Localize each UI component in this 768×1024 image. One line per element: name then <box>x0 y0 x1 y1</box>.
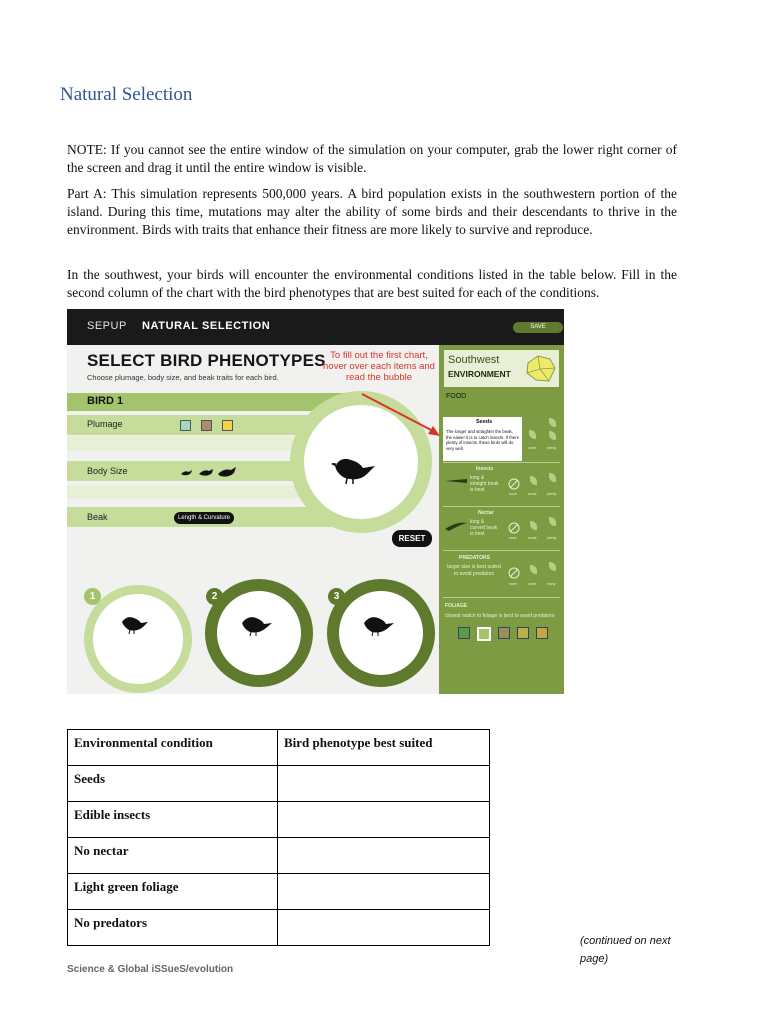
reset-button[interactable]: RESET <box>392 530 432 547</box>
table-cell-condition: Light green foliage <box>68 874 278 910</box>
bird-slot-1-badge: 1 <box>84 588 101 605</box>
predators-text: larger size is best suited to avoid predators <box>447 564 501 577</box>
sim-app-title: NATURAL SELECTION <box>142 320 271 332</box>
table-cell-condition: No nectar <box>68 838 278 874</box>
table-row <box>68 802 490 838</box>
sim-subheading: Choose plumage, body size, and beak traits for each bird. <box>87 373 279 382</box>
predators-level-some: some <box>528 582 537 586</box>
callout-arrow-icon <box>67 309 564 694</box>
insects-level-some: some <box>528 492 537 496</box>
callout-text: To fill out the first chart, hover over each items and read the bubble <box>323 350 435 383</box>
table-header-phenotype: Bird phenotype best suited <box>278 730 490 766</box>
insects-level-none: none <box>509 492 517 496</box>
bird-label: BIRD 1 <box>87 395 124 407</box>
predators-level-many: many <box>547 582 556 586</box>
table-row <box>68 766 490 802</box>
table-cell-phenotype[interactable] <box>278 838 490 874</box>
nectar-level-plenty: plenty <box>547 536 557 540</box>
table-row <box>68 874 490 910</box>
nectar-level-some: some <box>528 536 537 540</box>
page-title: Natural Selection <box>60 84 193 105</box>
save-button[interactable]: SAVE <box>513 322 563 333</box>
insects-level-plenty: plenty <box>547 492 557 496</box>
bird-slot-2-badge: 2 <box>206 588 223 605</box>
foliage-title: FOLIAGE <box>445 603 468 609</box>
nectar-level-none: none <box>509 536 517 540</box>
table-cell-phenotype[interactable] <box>278 802 490 838</box>
table-cell-condition: No predators <box>68 910 278 946</box>
beak-label: Beak <box>87 512 108 522</box>
nectar-text: long & curved beak is best <box>470 519 498 537</box>
seeds-level-plenty: plenty <box>547 446 557 450</box>
note-paragraph: NOTE: If you cannot see the entire window of the simulation on your computer, grab the lower right corner of the screen and drag it until the entire window is visible. <box>67 142 677 175</box>
part-a-paragraph: Part A: This simulation represents 500,000 years. A bird population exists in the southwestern portion of the island. During this time, mutations may alter the ability of some birds and their descendants to thrive in the environment. Birds with traits that enhance their fitness are more likely to survive and reproduce. <box>67 186 677 237</box>
table-cell-phenotype[interactable] <box>278 874 490 910</box>
table-cell-phenotype[interactable] <box>278 910 490 946</box>
seeds-level-some: some <box>528 446 537 450</box>
body-size-label: Body Size <box>87 466 128 476</box>
simulation-screenshot <box>67 309 564 694</box>
predators-level-none: none <box>509 582 517 586</box>
foliage-text: closest match to foliage is best to avoid predators <box>445 613 555 619</box>
table-cell-phenotype[interactable] <box>278 766 490 802</box>
insects-text: long & straight beak is best <box>470 475 499 493</box>
food-label: FOOD <box>446 393 467 400</box>
table-cell-condition: Edible insects <box>68 802 278 838</box>
conditions-table <box>67 729 490 946</box>
seeds-title: Seeds <box>476 419 493 425</box>
predators-title: PREDATORS <box>459 555 490 561</box>
sim-heading: SELECT BIRD PHENOTYPES <box>87 351 326 370</box>
plumage-label: Plumage <box>87 419 123 429</box>
seeds-text: The longer and straighter the beak, the easier it is to catch insects. If there plenty of insects, these birds will do very well. <box>446 429 520 451</box>
continued-note: (continued on next page) <box>580 935 671 965</box>
table-cell-condition: Seeds <box>68 766 278 802</box>
bird-slot-3-badge: 3 <box>328 588 345 605</box>
sim-brand: SEPUP <box>87 320 127 332</box>
table-header-condition: Environmental condition <box>68 730 278 766</box>
table-header-row <box>68 730 490 766</box>
table-row <box>68 910 490 946</box>
nectar-title: Nectar <box>478 510 494 516</box>
table-row <box>68 838 490 874</box>
page-footer: Science & Global iSSueS/evolution <box>67 964 234 975</box>
insects-title: Insects <box>476 466 494 472</box>
beak-length-curvature-button[interactable]: Length & Curvature <box>174 512 234 524</box>
environment-region: Southwest <box>448 354 500 366</box>
instructions-paragraph: In the southwest, your birds will encounter the environmental conditions listed in the table below. Fill in the second column of the chart with the bird phenotypes that are best suited for each of the conditions. <box>67 267 677 300</box>
environment-label: ENVIRONMENT <box>448 369 511 379</box>
